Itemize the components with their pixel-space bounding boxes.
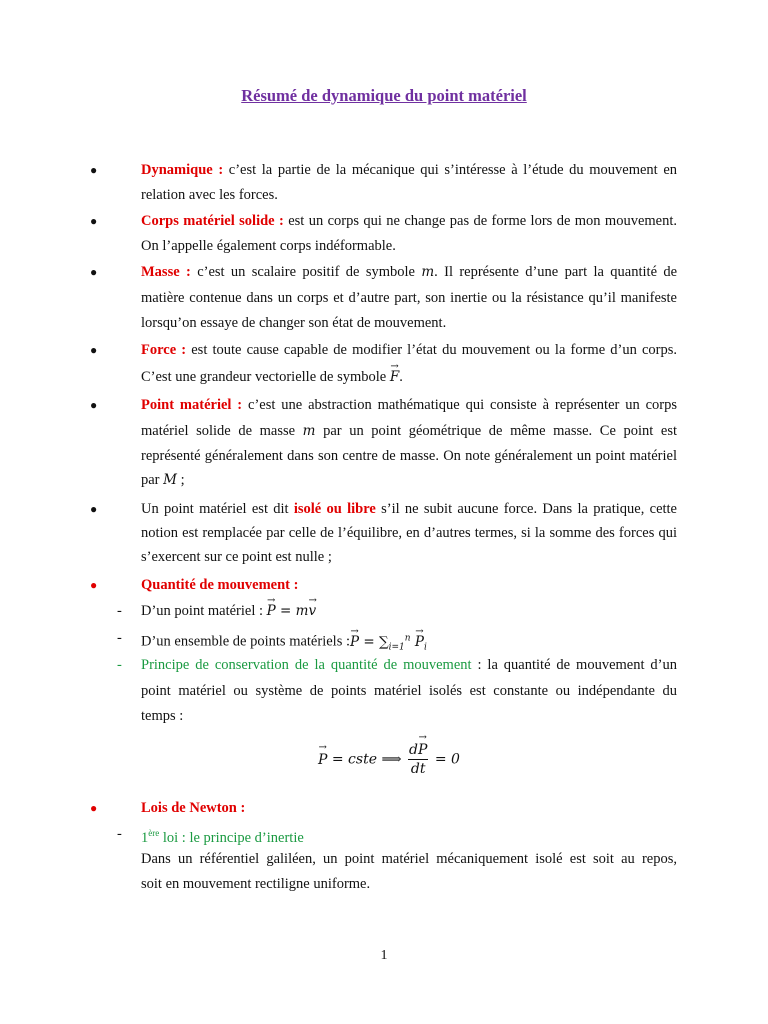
item-isole-line1: Un point matériel est dit isolé ou libre s’il ne subit aucune force. Dans la pratique, cette [141, 501, 677, 517]
item-corps-line1: Corps matériel solide : est un corps qui ne change pas de forme lors de mon mouvement. [141, 213, 678, 229]
bullet: ● [90, 502, 98, 516]
item-newton-law1-title: 1ère loi : le principe d’inertie [141, 828, 304, 846]
dash: - [117, 826, 122, 842]
bullet: ● [90, 343, 98, 357]
item-quantite-principle-line2: point matériel ou système de points matériel isolés est constante ou indépendante du [141, 683, 677, 699]
item-quantite-heading: Quantité de mouvement : [141, 577, 299, 593]
bullet: ● [90, 214, 98, 228]
bullet: ● [90, 265, 98, 279]
item-masse-line3: lorsqu’on essaye de changer son état de mouvement. [141, 315, 447, 331]
item-masse-line2: matière contenue dans un corps et d’autre part, son inertie ou la résistance qu’il manifeste [141, 290, 677, 306]
formula-p-equals-mv: → P = m→ v [267, 603, 316, 619]
bullet: ● [90, 163, 98, 177]
item-point-line4: par M ; [141, 472, 185, 488]
page-number: 1 [380, 948, 388, 963]
item-point-line2: matériel solide de masse m par un point géométrique de même masse. Ce point est [141, 423, 677, 439]
bullet: ● [90, 398, 98, 412]
vector-F: → F [390, 368, 399, 386]
item-newton-law1-line1: Dans un référentiel galiléen, un point matériel mécaniquement isolé est soit au repos, [141, 851, 677, 867]
item-force-line2: C’est une grandeur vectorielle de symbole → F. [141, 368, 677, 386]
item-force-line1: Force : est toute cause capable de modifier l’état du mouvement ou la forme d’un corps. [141, 342, 677, 358]
item-quantite-sub1: D’un point matériel : → P = m→ v [141, 602, 677, 620]
item-dynamique-line2: relation avec les forces. [141, 187, 278, 203]
item-corps-line2: On l’appelle également corps indéformable. [141, 238, 396, 254]
formula-p-sum: → $P = \sum_{i=1}^n \to P_i$ [350, 634, 427, 650]
page-title: Résumé de dynamique du point matériel [241, 86, 527, 105]
item-quantite-principle-line3: temps : [141, 708, 184, 724]
bullet: ● [90, 578, 98, 592]
item-masse-line1: Masse : c’est un scalaire positif de symbole m. Il représente d’une part la quantité de [141, 264, 678, 280]
conservation-equation: → P = cste ⟹ $\frac{d\to P}{dt}$ = 0 [318, 742, 460, 782]
dash: - [117, 657, 122, 673]
item-point-line3: représenté généralement dans son centre de masse. On note généralement un point matériel [141, 448, 677, 464]
item-dynamique-line1: Dynamique : c’est la partie de la mécanique qui s’intéresse à l’étude du mouvement en [141, 162, 678, 178]
dash: - [117, 603, 122, 619]
item-isole-line2: notion est remplacée par celle de l’équilibre, en d’autres termes, si la somme des forces qui [141, 525, 677, 541]
bullet: ● [90, 801, 98, 815]
item-newton-law1-line2: soit en mouvement rectiligne uniforme. [141, 876, 371, 892]
item-point-line1: Point matériel : c’est une abstraction mathématique qui consiste à représenter un corps [141, 397, 677, 413]
item-isole-line3: s’exercent sur ce point est nulle ; [141, 549, 332, 565]
dash: - [117, 630, 122, 646]
item-quantite-principle-line1: Principe de conservation de la quantité de mouvement : la quantité de mouvement d’un [141, 657, 677, 673]
item-newton-heading: Lois de Newton : [141, 800, 246, 816]
item-quantite-sub2: D’un ensemble de points matériels :→ $P = \sum_{i=1}^n \to P_i$ [141, 629, 677, 647]
